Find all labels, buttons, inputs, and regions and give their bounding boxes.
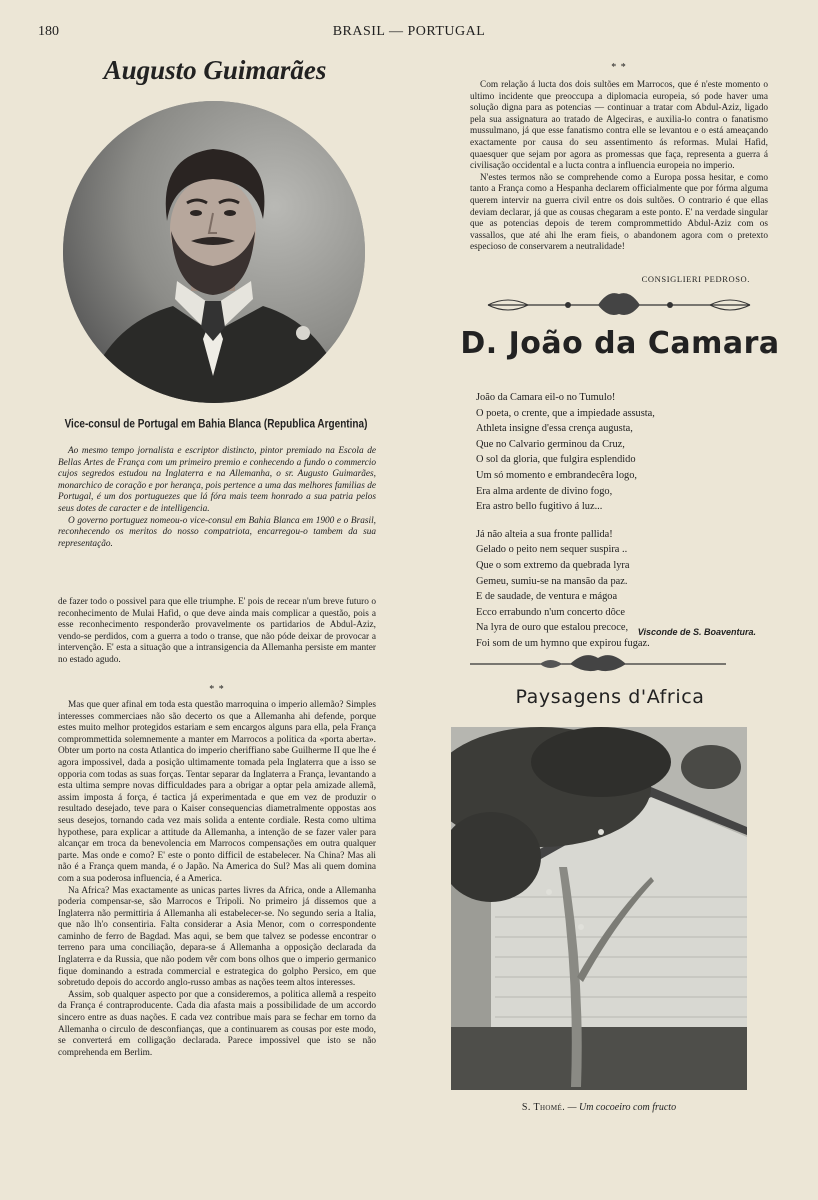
poem-signature: Visconde de S. Boaventura. (637, 627, 756, 637)
poem-line: João da Camara eil-o no Tumulo! (476, 392, 616, 403)
article-paragraph: Com relação á lucta dos dois sultões em Marrocos, que é n'este momento o ultimo incidente que preoccupa a diplomacia europeia, só pode haver uma solução digna para as potencias — continuar a tratar com Abdul-Aziz, ligado pela sua assignatura ao tratado de Algeciras, e auxilia-lo contra o fanatismo mussulmano, já que esse fanatismo contra elle se levantou e o está ameaçando exactamente por causa do seu assentimento ás reformas. Mulai Hafid, quaesquer que sejam por agora as promessas que faça, representa a guerra á civilisação occidental e a lucta contra a influencia europeia no imperio. (470, 80, 768, 172)
article-continuation (58, 597, 376, 667)
poem-line: Ecco errabundo n'um concerto dôce (476, 606, 626, 618)
poem-line: Athleta insigne d'essa crença augusta, (476, 423, 633, 435)
poem-line: Na lyra de ouro que estalou precoce, (476, 622, 629, 634)
bio-paragraph: O governo portuguez nomeou-o vice-consul em Bahia Blanca em 1900 e o Brasil, reconhecendo os meritos do nosso compatriota, encarregou-o tambem da sua representação. (58, 515, 376, 549)
poem-line: O poeta, o crente, que a impiedade assusta, (476, 407, 655, 419)
poem-line: Gemeu, sumiu-se na mansão da paz. (476, 575, 628, 587)
ornamental-divider-icon (488, 290, 750, 320)
article-paragraph: Na Africa? Mas exactamente as unicas partes livres da Africa, onde a Allemanha poderia compensar-se, são Marrocos e Tripoli. No primeiro já dissemos que a Inglaterra não permittiria á Allemanha ali estabelecer-se. No segundo seria a Italia, que não lh'o consentiria. Falta considerar a Asia Menor, com o correspondente caminho de ferro de Bagdad. Mas aqui, se bem que talvez se podesse encontrar o terreno para uma conciliação, depara-se á Allemanha a opposição declarada da Inglaterra e da Russia, que não podem vêr com bons olhos que o imperio germanico fique dominando a estrada commercial e estrategica do golpho Persico, em que sobretudo depois do accordo anglo-russo ambas as nações teem altos interesses. (58, 885, 376, 989)
article-main-text (58, 700, 376, 1059)
poem (476, 390, 776, 664)
section-asterism: * * (209, 684, 225, 695)
article-paragraph: Assim, sob qualquer aspecto por que a consideremos, a politica allemã a respeito da França é contraproducente. Cada dia afasta mais a possibilidade de um accordo sincero entre as duas nações. E cada vez contribue mais para se fechar em torno da Allemanha o circulo de desconfianças, que a continuarem as cousas por este modo, se converterá em colligação declarada. Parece impossivel que isto se não comprehenda em Berlim. (58, 989, 376, 1058)
portrait-caption: Vice-consul de Portugal em Bahia Blanca (Republica Argentina) (64, 418, 368, 431)
bio-paragraph: Ao mesmo tempo jornalista e escriptor distincto, pintor premiado na Escola de Bellas Artes de França com um primeiro premio e conhecendo a fundo o commercio cujos segredos estudou na Inglaterra e na Allemanha, o sr. Augusto Guimarães, monarchico de coração e por herança, pois pertence a uma das melhores familias de Portugal, é um dos portuguezes que lá fóra mais teem honrado a sua patria pelos seus dotes de caracter e de intelligencia. (58, 446, 376, 514)
top-asterism: * * (611, 62, 627, 73)
poem-line: Já não alteia a sua fronte pallida! (476, 528, 613, 540)
continuation-paragraph: de fazer todo o possivel para que elle triumphe. E' pois de recear n'um breve futuro o reconhecimento de Mulai Hafid, o que deve ainda mais complicar a questão, pois a esse reconhecimento responderão provavelmente os partidarios de Abdul-Aziz, vendo-se perdidos, com a guerra a todo o transe, que não póde deixar de provocar a intervenção. E' esta a situação que a intransigencia da Allemanha persiste em manter no estado agudo. (58, 597, 376, 665)
section-title: Paysagens d'Africa (515, 686, 705, 708)
poem-line: Um só momento e embrandecêra logo, (476, 469, 638, 481)
poem-line: O sol da gloria, que fulgira esplendido (476, 454, 636, 466)
poem-line: Era astro bello fugitivo á luz... (476, 501, 603, 513)
article-paragraph: Mas que quer afinal em toda esta questão marroquina o imperio allemão? Simples interesses commerciaes não são decerto os que a Allemanha ahi defende, porque estes muito melhor protegidos estariam e sem encargos alguns para ella, pela França comprommettida solemnemente a manter em Marrocos a politica da «porta aberta». Obter um porto na costa Atlantica do imperio cheriffiano sabe Guilherme II que lhe é agora impossivel, dada a posição ultimamente tomada pela Inglaterra que a isso se opporia com todas as suas forças. Tentar separar da Inglaterra a França, levantando a esta ultima sempre novas difficuldades para a obrigar a optar pela amizade allemã, assim imposta á força, é tactica já experimentada e que em vez de produzir o resultado desejado, teve para o Kaiser consequencias diametralmente oppostas aos seus desejos, tornando cada vez mais solida a entente cordiale. Resta como ultima hypothese, para explicar a attitude da Allemanha, a intenção de se fazer valer para alcançar em troca da benevolencia em Marrocos compensações em outra qualquer parte. Mas onde e como? E' este o ponto difficil de estabelecer. Na China? Mas ali não é a França quem manda, é o Japão. Na America do Sul? Mas ali quem domina com a sua poderosa influencia, é a America. (58, 700, 376, 884)
article-signature: CONSIGLIERI PEDROSO. (641, 274, 750, 284)
photo-caption-place: S. Thomé. (521, 1102, 566, 1113)
page-number: 180 (38, 24, 59, 39)
ornamental-divider-icon (470, 652, 726, 676)
poem-stanza (476, 390, 776, 515)
portrait-name-title: Augusto Guimarães (103, 55, 327, 85)
poem-title: D. João da Camara (460, 326, 780, 361)
poem-line: Que no Calvario germinou da Cruz, (476, 438, 625, 450)
landscape-photo (451, 727, 747, 1090)
poem-line: Que o som extremo da quebrada lyra (476, 559, 630, 571)
portrait-photo (63, 101, 365, 403)
poem-line: Era alma ardente de divino fogo, (476, 485, 613, 497)
poem-line: Foi som de um hymno que expirou fugaz. (476, 637, 650, 649)
poem-line: E de saudade, de ventura e mágoa (476, 591, 618, 603)
photo-caption (451, 1102, 747, 1113)
poem-line: Gelado o peito nem sequer suspira .. (476, 544, 628, 556)
biography-text (58, 446, 376, 550)
photo-caption-text: — Um cocoeiro com fructo (565, 1102, 677, 1113)
running-title: BRASIL — PORTUGAL (332, 24, 486, 39)
article-paragraph: N'estes termos não se comprehende como a Europa possa hesitar, e como tanto a França como a Hespanha declarem officialmente que por fórma alguma querem intervir na guerra civil entre os dois sultões. O contrario é que ellas deviam declarar, já que as cousas chegaram a este ponto. E' na verdade singular que as potencias depois de terem comprommettido Abdul-Aziz com os vassallos, que até ahi lhe eram fieis, o abandonem agora com o pretexto especioso de conservarem a neutralidade! (470, 172, 768, 253)
article-morocco-text (470, 80, 768, 254)
